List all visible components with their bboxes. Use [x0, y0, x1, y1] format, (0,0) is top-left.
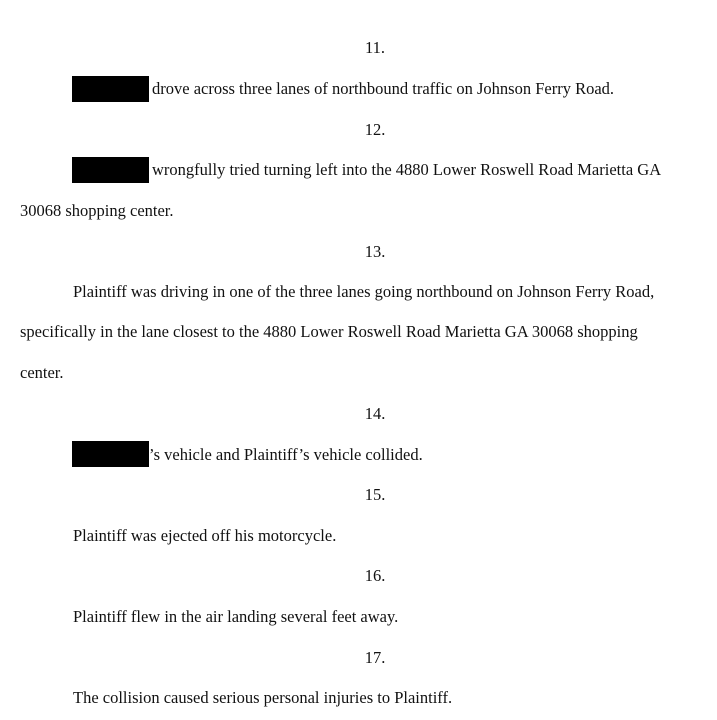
paragraph-number-12: 12. — [364, 120, 386, 139]
paragraph-number-17: 17. — [364, 648, 386, 667]
paragraph-13-text-line3: center. — [20, 363, 64, 382]
paragraph-16-text: Plaintiff flew in the air landing several feet away. — [73, 607, 399, 626]
paragraph-number-14: 14. — [364, 404, 386, 423]
paragraph-17-text: The collision caused serious personal injuries to Plaintiff. — [73, 688, 453, 707]
paragraph-number-15: 15. — [364, 485, 386, 504]
paragraph-number-16: 16. — [364, 566, 386, 585]
paragraph-number-13: 13. — [364, 242, 386, 261]
paragraph-15-text: Plaintiff was ejected off his motorcycle. — [73, 526, 337, 545]
redaction-bar — [72, 157, 149, 183]
paragraph-12-text-line2: 30068 shopping center. — [20, 201, 174, 220]
redaction-bar — [72, 441, 149, 467]
paragraph-number-11: 11. — [364, 38, 385, 57]
paragraph-13-text-line1: Plaintiff was driving in one of the three lanes going northbound on Johnson Ferry Road, — [73, 282, 655, 301]
paragraph-11-text: drove across three lanes of northbound traffic on Johnson Ferry Road. — [152, 79, 615, 98]
paragraph-14-text: ’s vehicle and Plaintiff’s vehicle collided. — [149, 445, 423, 464]
paragraph-12-text-line1: wrongfully tried turning left into the 4880 Lower Roswell Road Marietta GA — [152, 160, 662, 179]
redaction-bar — [72, 76, 149, 102]
paragraph-13-text-line2: specifically in the lane closest to the 4880 Lower Roswell Road Marietta GA 30068 shopping — [20, 322, 638, 341]
